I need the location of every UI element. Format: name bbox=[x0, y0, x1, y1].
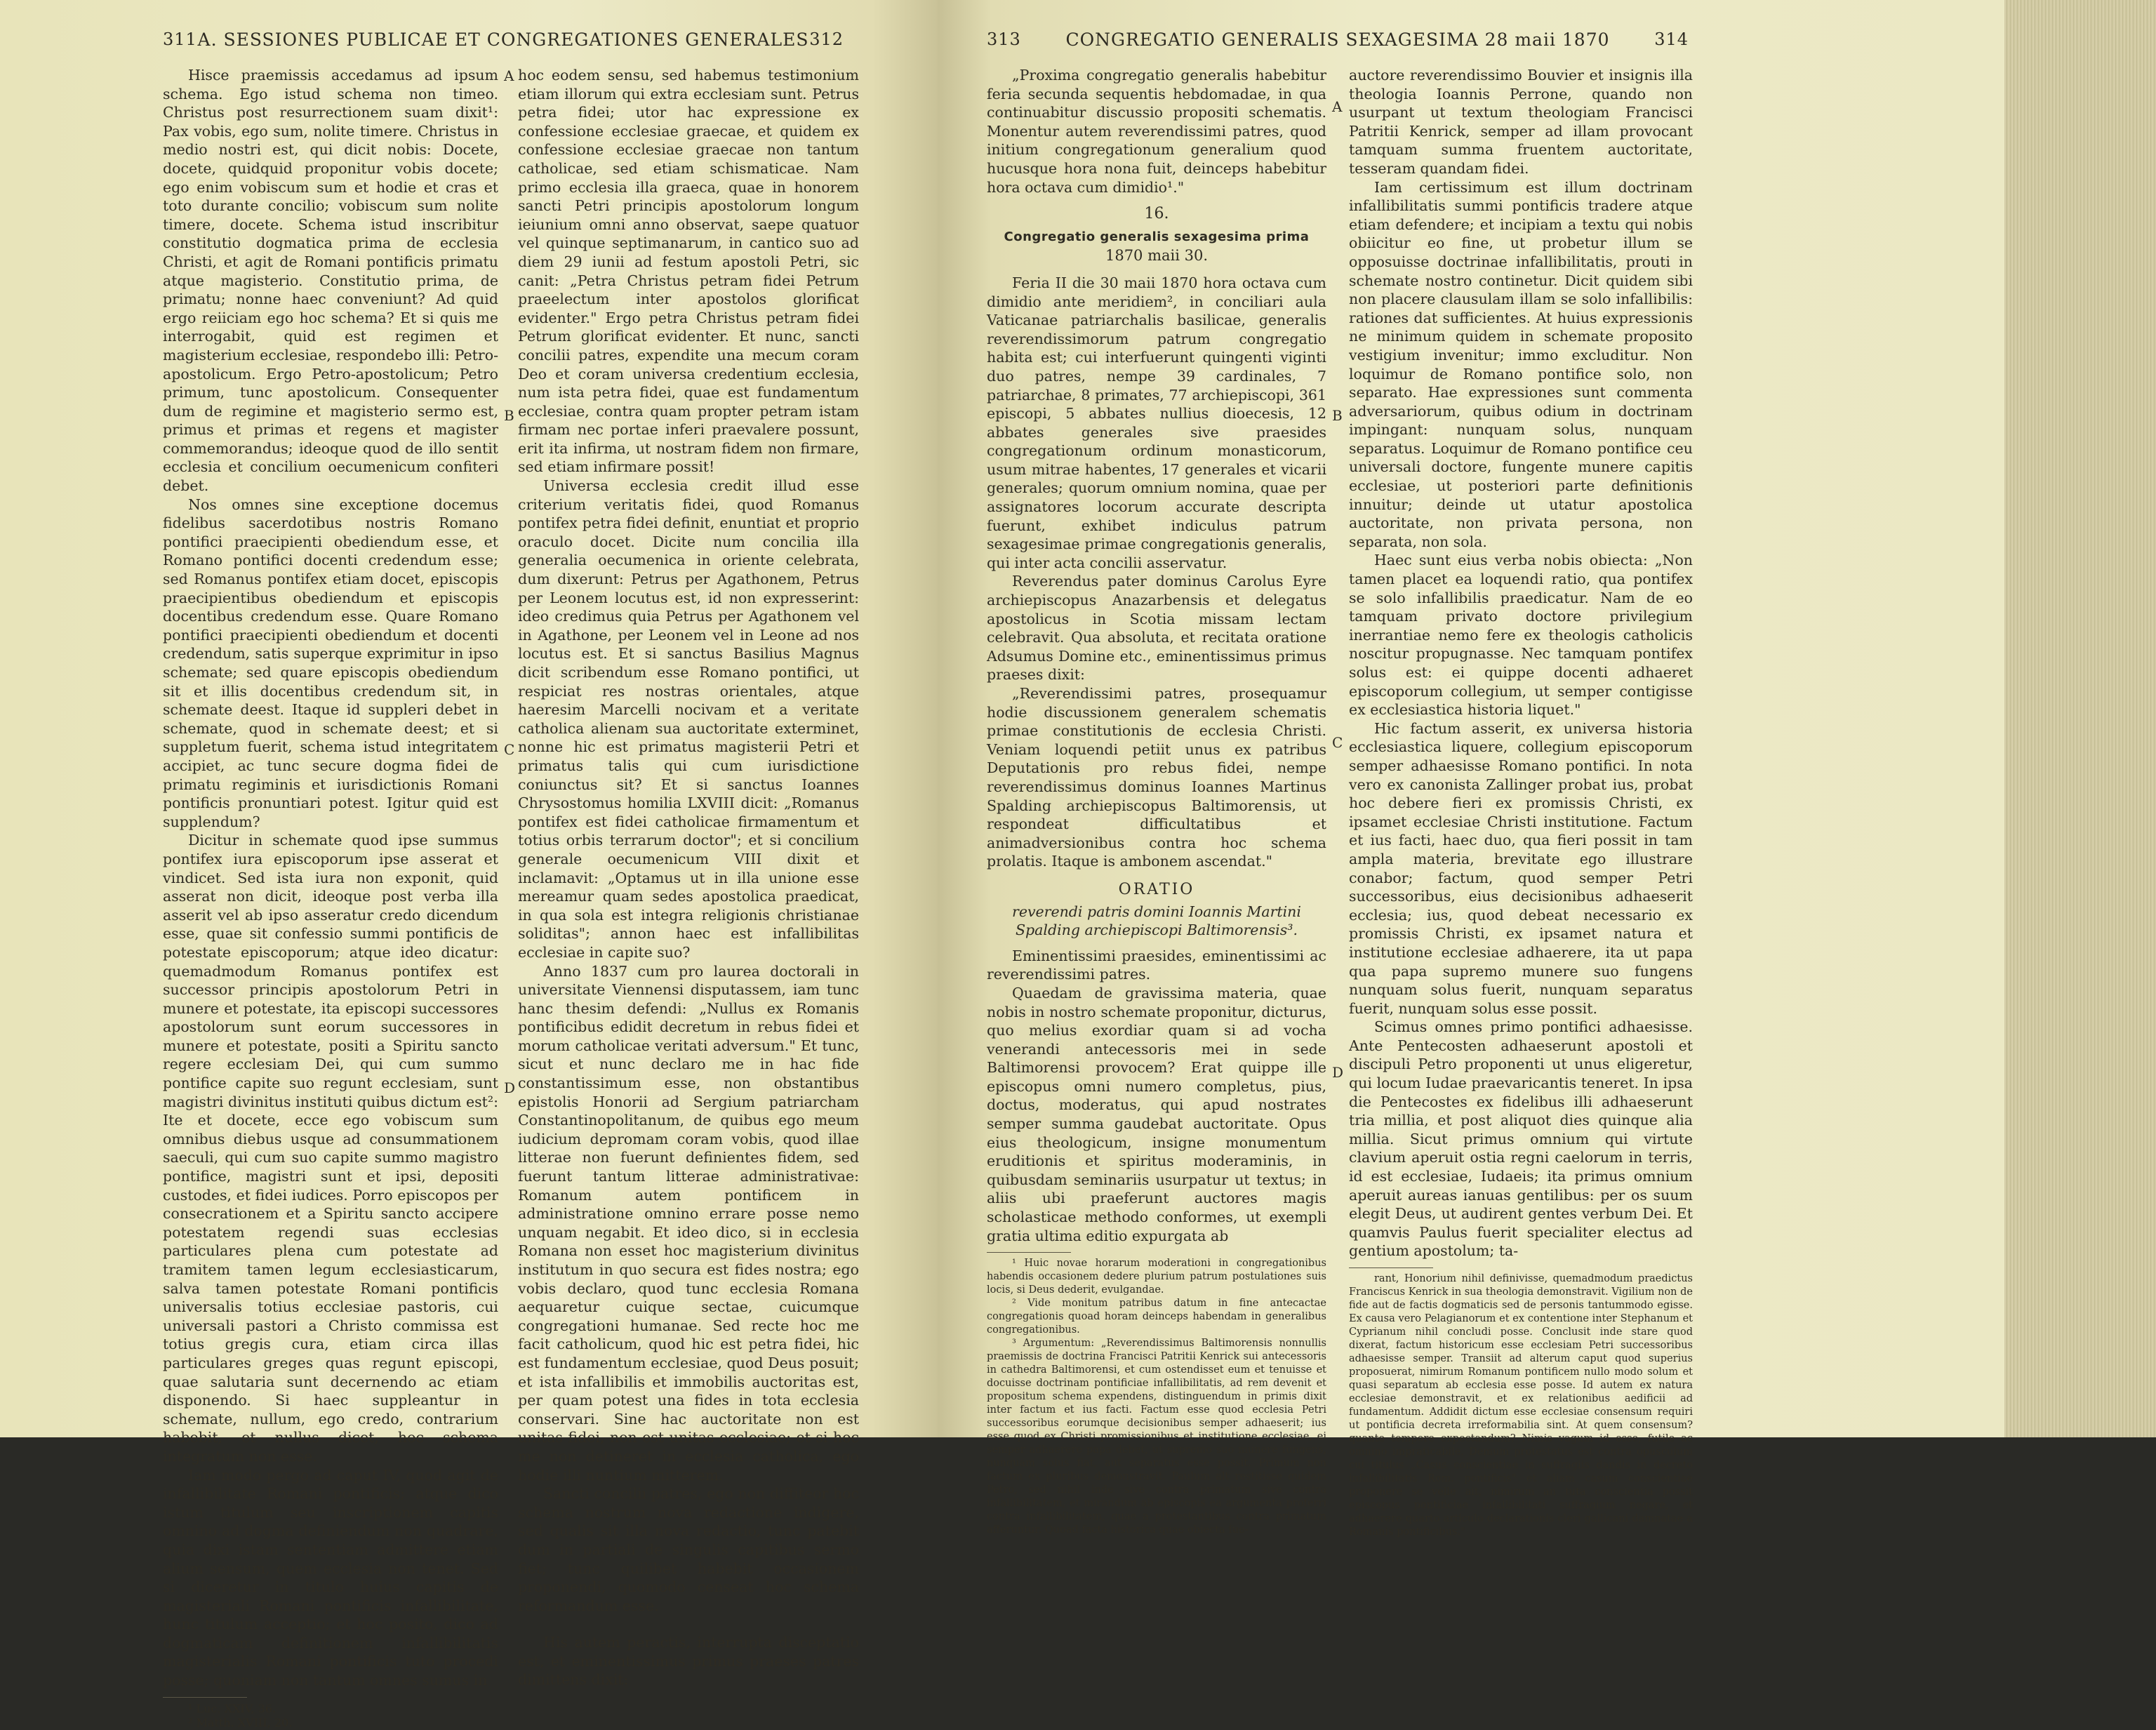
margin-letter: B bbox=[504, 407, 514, 424]
paragraph: Scimus omnes primo pontifici adhaesisse. Ante Pentecosten adhaeserunt apostoli et discipuli Petro proponenti ut unus eligeretur, qui locum Iudae praevaricantis teneret. In ipsa die Pentecostes ex fidelibus illi adhaeserunt tria millia, et post aliquot dies quinque alia millia. Sicut primus omnium qui virtute clavium aperuit ostia regni caelorum in terris, id est ecclesiae, Iudaeis; ita primus omnium aperuit aureas ianuas gentilibus: per os suum elegit Deus, ut audirent gentes verbum Dei. Et quamvis Paulus fuerit specialiter electus ad gentium apostolum; ta- bbox=[1349, 1018, 1693, 1260]
paragraph: Reverendus pater dominus Carolus Eyre archiepiscopus Anazarbensis et delegatus apostolicus in Scotia missam lectam celebravit. Qua absoluta, et recitata oratione Adsumus Domine etc., eminentissimus primus praeses dixit: bbox=[987, 573, 1326, 684]
margin-letter: A bbox=[1332, 98, 1343, 115]
footnote-rule bbox=[1349, 1267, 1433, 1268]
page-number: 311 bbox=[163, 29, 197, 49]
margin-letter: C bbox=[504, 741, 515, 758]
margin-letter: B bbox=[1332, 407, 1343, 424]
section-number: 16. bbox=[1144, 205, 1169, 223]
footnote: ³ Argumentum: „Reverendissimus Baltimorensis nonnullis praemissis de doctrina Francisci Patritii Kenrick sui antecessoris in cathedra Baltimorensi, et cum ostendisset eum et tenuisse et docuisse doctrinam pontificiae infallibilitatis, ad rem devenit et propositum schema expendens, distinguendum in primis dixit inter factum et ius facti. Factum esse quod ecclesia Petri successoribus eorumque decisionibus semper adhaeserit; ius esse quod ex Christi promissionibus et institutione ecclesiae, ei semper adhaerere papa debet, ut supremo suo munere fungens, nunquam solus fiat, aut separatus esse possit. Primum non factum ex pluribus demonstravit. Paulum alt restitisse quidem Petro, sed nihil inde sive contra primatum sive contra infallibilitatem, et mirandum ab episcopis ea argumenta proferri contra infallibilitatem, quae a protestantibus contra primatum afferuntur. Quoad facta historica quae obiecta fue- bbox=[987, 1338, 1326, 1536]
running-header: CONGREGATIO GENERALIS SEXAGESIMA 28 maii 1870 bbox=[1065, 29, 1610, 50]
paragraph: auctore reverendissimo Bouvier et insignis illa theologia Ioannis Perrone, quando non usurpant ut textum theologiam Francisci Patritii Kenrick, semper ad illam provocant tamquam summa fruentem auctoritate, tesseram quandam fidei. bbox=[1349, 67, 1693, 177]
margin-letter: D bbox=[1332, 1064, 1344, 1081]
paragraph: Hisce praemissis accedamus ad ipsum schema. Ego istud schema non timeo. Christus post resurrectionem suam dixit¹: Pax vobis, ego sum, nolite timere. Christus in medio nostri est, qui dicit nobis: Docete, docete, quidquid proponitur vobis docete; ego enim vobiscum sum et hodie et cras et toto durante concilio; vobiscum sum nolite timere, docete. Schema istud inscribitur constitutio dogmatica prima de ecclesia Christi, et agit de Romani pontificis primatu atque magisterio. Constitutio prima, de primatu; nonne haec conveniunt? Ad quid ergo reiiciam ego hoc schema? Et si quis me interrogabit, quid est regimen et magisterium ecclesiae, respondebo illi: Petro-apostolicum. Ergo Petro-apostolicum; Petro primum, tunc apostolicum. Consequenter dum de regimine et magisterio sermo est, primus et primas et regens et magister commemorandus; ideoque quod de illo sentit ecclesia et concilium oecumenicum confiteri debet. bbox=[163, 67, 498, 495]
paragraph: Universa ecclesia credit illud esse criterium veritatis fidei, quod Romanus pontifex petra fidei definit, enuntiat et proprio oraculo docet. Dicite num concilia illa generalia oecumenica in oriente celebrata, dum dixerunt: Petrus per Agathonem, Petrus per Leonem locutus est, id non expresserint: ideo credimus quia Petrus per Agathonem vel in Agathone, per Leonem vel in Leone ad nos locutus est. Et si sanctus Basilius Magnus dicit scribendum esse Romano pontifici, ut respiciat res nostras orientales, atque haeresim Marcelli nocivam et a veritate catholica alienam sua auctoritate exterminet, nonne hic est primatus magisterii Petri et primatus talis qui cum iurisdictione coniunctus sit? Et si sanctus Ioannes Chrysostomus homilia LXVIII dicit: „Romanus pontifex est fidei catholicae firmamentum et totius orbis terrarum doctor"; et si concilium generale oecumenicum VIII dixit et inclamavit: „Optamus ut in illa unione esse mereamur quam sedes apostolica praedicat, in qua sola est integra religionis christianae soliditas"; annon haec est infallibilitas ecclesiae in capite suo? bbox=[518, 477, 859, 961]
paragraph: Nos omnes sine exceptione docemus fidelibus sacerdotibus nostris Romano pontifici praecipienti obediendum esse, et Romano pontifici docenti credendum esse; sed Romanus pontifex etiam docet, episcopis praecipientibus obediendum et episcopis docentibus credendum esse. Quare Romano pontifici praecipienti obediendum et docenti credendum, satis superque exprimitur in ipso schemate; sed quare episcopis obediendum sit et illis docentibus credendum sit, in schemate deest. Itaque id suppleri debet in schemate, quod in schemate deest; et si suppletum fuerit, schema istud integritatem accipiet, ac tunc secure dogma fidei de primatu regiminis et iurisdictionis Romani pontificis pronuntiari potest. Igitur quid est supplendum? bbox=[163, 495, 498, 830]
footnote: ¹ Huic novae horarum moderationi in congregationibus habendis occasionem dedere plurium patrum postulationes suis locis, si Deus dederit, evulgandae. bbox=[987, 1258, 1326, 1296]
paragraph: „Proxima congregatio generalis habebitur feria secunda sequentis hebdomadae, in qua continuabitur discussio propositi schematis. Monentur autem reverendissimi patres, quod initium congregationum generalium quod hucusque hora nona fuit, deinceps habebitur hora octava cum dimidio¹." bbox=[987, 67, 1326, 196]
left-column-2 bbox=[518, 66, 859, 1689]
oratio-subtitle: reverendi patris domini Ioannis Martini Spalding archiepiscopi Baltimorensis³. bbox=[1012, 903, 1301, 939]
page-number: 313 bbox=[987, 29, 1021, 49]
footnote-rule bbox=[163, 1697, 247, 1698]
oratio-title: ORATIO bbox=[1118, 880, 1195, 898]
paragraph: Quaedam de gravissima materia, quae nobis in nostro schemate proponitur, dicturus, quo melius exordiar quam si ad vocha venerandi antecessoris mei in sede Baltimorensi provocem? Erat quippe ille episcopus omni numero completus, pius, doctus, moderatus, qui apud nostrates semper summa gaudebat auctoritate. Opus eius theologicum, insigne monumentum eruditionis et spiritus moderaminis, in quibusdam seminariis usurpatur ut textus; in aliis ubi praeferunt auctores magis scholasticae methodo conformes, ut exempli gratia ultima editio expurgata ab bbox=[987, 984, 1326, 1244]
paragraph: Dicitur in schemate quod ipse summus pontifex iura episcoporum ipse asserat et vindicet. Sed ista iura non exponit, quid asserat non dicit, ideoque post verba illa asserit vel ab ipso asseratur credo dicendum esse, quae sit confessio summi pontificis de potestate episcoporum; atque ideo dicatur: quemadmodum Romanus pontifex est successor principis apostolorum Petri in munere et potestate, ita episcopi successores apostolorum sunt eorum successores in munere et potestate, positi a Spiritu sancto regere ecclesiam Dei, qui cum summo pontifice capite suo regunt ecclesiam, sunt magistri divinitus instituti quibus dictum est²: Ite et docete, ecce ego vobiscum sum omnibus diebus usque ad consummationem saeculi, qui cum suo capite summo magistro pontifice, magistri sunt et ipsi, depositi custodes, et fidei iudices. Porro episcopos per consecrationem et a Spiritu sancto accipere potestatem regendi suas ecclesias particulares plena cum potestate ad tramitem tamen legum ecclesiasticarum, salva tamen potestate Romani pontificis universalis totius ecclesiae pastoris, cui universali pastori a Christo commissa est totius gregis cura, etiam circa illas particulares greges quas regunt episcopi, quae salutaria sunt decernendo ac etiam disponendo. Si haec suppleantur in schemate, nullum, ego credo, contrarium habebit, et nullus dicet, hoc schema integratum non esse. bbox=[163, 832, 498, 1465]
paragraph: hoc eodem sensu, sed habemus testimonium etiam illorum qui extra ecclesiam sunt. Petrus petra fidei; utor hac expressione ex confessione ecclesiae graecae, et quidem ex confessione ecclesiae graecae non tantum catholicae, sed etiam schismaticae. Nam primo ecclesia illa graeca, quae in honorem sancti Petri principis apostolorum longum ieiunium omni anno observat, saepe quatuor vel quinque septimanarum, in cantico suo ad diem 29 iunii ad festum apostoli Petri, sic canit: „Petra Christus petram fidei Petrum praeelectum inter apostolos glorificat evidenter." Ergo petra Christus petram fidei Petrum glorificat evidenter. Et nunc, sancti concilii patres, expendite una mecum coram Deo et coram universa credentium ecclesia, num ista petra fidei, quae est fundamentum ecclesiae, contra quam propter petram istam firmam nec portae inferi praevalere possunt, erit ita infirma, ut nostram fidem non firmare, sed etiam infirmare possit! bbox=[518, 67, 859, 476]
left-column-1 bbox=[163, 66, 498, 1729]
margin-letter: D bbox=[504, 1079, 516, 1096]
left-page bbox=[0, 0, 938, 1729]
footnote: ² Matth. XVIII, 20. bbox=[188, 1715, 293, 1729]
paragraph: „Reverendissimi patres, prosequamur hodie discussionem generalem schematis primae constitutionis de ecclesia Christi. Veniam loquendi petiit unus ex patribus Deputationis pro rebus fidei, nempe reverendissimus dominus Ioannes Martinus Spalding archiepiscopus Baltimorensis, ut respondeat difficultatibus et animadversionibus contra hoc schema prolatis. Itaque is ambonem ascendat." bbox=[987, 685, 1326, 870]
paragraph: Eminentissimi praesides, eminentissimi ac reverendissimi patres. bbox=[987, 947, 1326, 983]
paragraph: Feria II die 30 maii 1870 hora octava cum dimidio ante meridiem², in conciliari aula Vaticanae patriarchalis basilicae, generalis reverendissimorum patrum congregatio habita est; cui interfuerunt quingenti viginti duo patres, nempe 39 cardinales, 7 patriarchae, 8 primates, 77 archiepiscopi, 361 episcopi, 5 abbates nullius dioecesis, 12 abbates generales sive praesides congregationum ordinum monasticorum, usum mitrae habentes, 17 generales et vicarii generales; quorum omnium nomina, quae per assignatores locorum accurate descripta fuerunt, exhibet indiculus patrum sexagesimae primae congregationis generalis, qui inter acta concilii asservatur. bbox=[987, 274, 1326, 571]
paragraph: Haec sunt eius verba nobis obiecta: „Non tamen placet ea loquendi ratio, qua pontifex se solo infallibilis praedicatur. Nam de eo tamquam privato doctore privilegium inerrantiae nemo fere ex theologis catholicis noscitur propugnasse. Nec tamquam pontifex solus est: ei quippe docenti adhaeret episcoporum collegium, ut semper contigisse ex ecclesiastica historia liquet." bbox=[1349, 552, 1693, 719]
footnote: ² Vide monitum patribus datum in fine antecactae congregationis quoad horam deinceps habendam in generalibus congregationibus. bbox=[987, 1298, 1326, 1336]
section-title: Congregatio generalis sexagesima prima bbox=[1004, 229, 1310, 244]
right-column-1 bbox=[987, 66, 1326, 1536]
paragraph: Iam certissimum est illum doctrinam infallibilitatis summi pontificis tradere atque etiam defendere; et incipiam a textu qui nobis obiicitur eo fine, ut probetur illum se opposuisse doctrinae infallibilitatis, prouti in schemate nostro continetur. Dicit quidem sibi non placere clausulam illam se solo infallibilis: rationes dat sufficientes. At huius expressionis ne minimum quidem in schemate proposito vestigium invenitur; immo excluditur. Non loquimur de Romano pontifice solo, non separato. Hae expressiones sunt commenta adversariorum, quibus odium in doctrinam impingant: nunquam solus, nunquam separatus. Loquimur de Romano pontifice ceu universali doctore, fungente munere capitis ecclesiae, ut posteriori parte definitionis innuitur; deinde ut utatur apostolica auctoritate, non privata persona, non separata, non sola. bbox=[1349, 178, 1693, 550]
section-date: 1870 maii 30. bbox=[1105, 247, 1209, 265]
paragraph: Sancti concilii patres, ego non diffiteor hoc schema nostrum nova redactione indigere, sed qualis sit illa nova redactio, tunc patebit dum in partiali de singulis capitibus sermo fiet; tunc quilibet habebit occasionem proponendi, quomodo censeat hoc schema reformandum esse. bbox=[518, 1485, 859, 1614]
paragraph: Iam modo pergo ad caput IV, quod agit de infallibilitate Romani pontificis; atque dico istum titulum seu inscriptionem capitis omnino ad dogma definiendum non quadrare, quia dixi istam sententiam admittere etiam alium sensum, quem ecclesia non tenet. Sed si diceretur in titulo huius capitis de magisteriali Romani pontificis infallibilitate, hunc titulum acceptio; et hoc posito, dico ad dogmaticam definitionem infallibilitatis magisterialis Romani pontificis tuto procedi posse; quoniam non tantum omnes sumus in bbox=[163, 1466, 498, 1689]
page-number: 312 bbox=[809, 29, 844, 49]
paragraph: Anno 1837 cum pro laurea doctorali in universitate Viennensi disputassem, iam tunc hanc thesim defendi: „Nullus ex Romanis pontificibus edidit decretum in rebus fidei et morum catholicae veritati adversum." Et tunc, sicut et nunc declaro me in hac fide constantissimum esse, non obstantibus epistolis Honorii ad Sergium patriarcham Constantinopolitanum, de quibus ego meum iudicium depromam coram vobis, quod illae litterae non fuerunt definientes fidem, sed fuerunt tantum litterae administrativae: Romanum autem pontificem in administratione omnino errare posse nemo unquam negabit. Et ideo dico, si in ecclesia Romana non esset hoc magisterium divinitus institutum in quo secura est fides nostra; ego vobis declaro, quod tunc ecclesia Romana aequaretur cuique sectae, cuicumque congregationi humanae. Sed recte hoc me facit catholicum, quod hic est petra fidei, hic est fundamentum ecclesiae, quod Deus posuit; et ista infallibilis et immobilis auctoritas est, per quam potest una fides in tota ecclesia conservari. Sine hac auctoritate non est unitas fidei, non est unitas ecclesiae; et si hoc me non detineret in ecclesia catholica, ego hodie illi nuntium mitterem. bbox=[518, 962, 859, 1484]
running-header: A. SESSIONES PUBLICAE ET CONGREGATIONES GENERALES bbox=[197, 29, 809, 50]
right-page bbox=[938, 0, 2004, 1538]
margin-letter: C bbox=[1332, 734, 1343, 751]
footnote: rant, Honorium nihil definivisse, quemadmodum praedictus Franciscus Kenrick in sua theologia demonstravit. Vigilium non de fide aut de factis dogmaticis sed de personis tantummodo egisse. Ex causa vero Pelagianorum et ex contentione inter Stephanum et Cyprianum nihil concludi posse. Conclusit inde stare quod dixerat, factum historicum esse ecclesiam Petri successoribus adhaesisse semper. Transiit ad alterum caput quod superius proposuerat, nimirum Romanum pontificem nullo modo solum et quasi separatum ab ecclesia esse posse. Id autem ex natura ecclesiae demonstravit, et ex relationibus aedificii ad fundamentum. Addidit dictum esse ecclesiae consensum requiri ut pontificia decreta irreformabilia sint. At quem consensum? quanto tempore expectandum? Nimis vagum id esse, futile ac omnino impraticabile. Demum protestatus est contra opusculum cui titulus „Casus conscientiae in suffragiis dandis in decreto infallibilitatis Rom. pontificis" et aliam casum conscientiae proponere se velle ait, nimirum an tuta conscientia possit episcopus pontificiae infallibilitati suffragium negare, et adhaerere quarto articulo declarationis cleri gallicani damnatae a Romanis pontificibus." bbox=[1349, 1273, 1693, 1538]
book-page-edges bbox=[2004, 0, 2156, 1437]
left-page-header bbox=[163, 27, 844, 52]
margin-letter: A bbox=[504, 67, 514, 84]
paragraph: His autem peractis, interrupta disceptatio est, et eminentissimus primus praeses patres dimittens dixit: bbox=[518, 1634, 859, 1689]
footnote-rule bbox=[987, 1252, 1071, 1253]
footnote: ¹ Luc. XXIV, 36. bbox=[188, 1701, 277, 1715]
right-column-2 bbox=[1349, 66, 1693, 1538]
page-number: 314 bbox=[1654, 29, 1689, 49]
paragraph: Hic factum asserit, ex universa historia ecclesiastica liquere, collegium episcoporum semper adhaesisse Romano pontifici. In nota vero ex canonista Zallinger probat ius, probat hoc debere fieri ex promissis Christi, ex ipsamet ecclesiae Christi institutione. Factum et ius facti, haec duo, qua fieri possit in tam ampla materia, brevitate ego illustrare conabor; factum, quod semper Petri successoribus, eius decisionibus adhaeserit ecclesia; ius, quod debeat necessario ex promissis Christi, ex ipsamet natura et institutione ecclesiae adhaerere, ita ut papa qua papa supremo munere suo fungens nunquam solus fuerit, nunquam separatus fuerit, nunquam solus esse possit. bbox=[1349, 719, 1693, 1017]
right-page-header bbox=[987, 27, 1689, 52]
